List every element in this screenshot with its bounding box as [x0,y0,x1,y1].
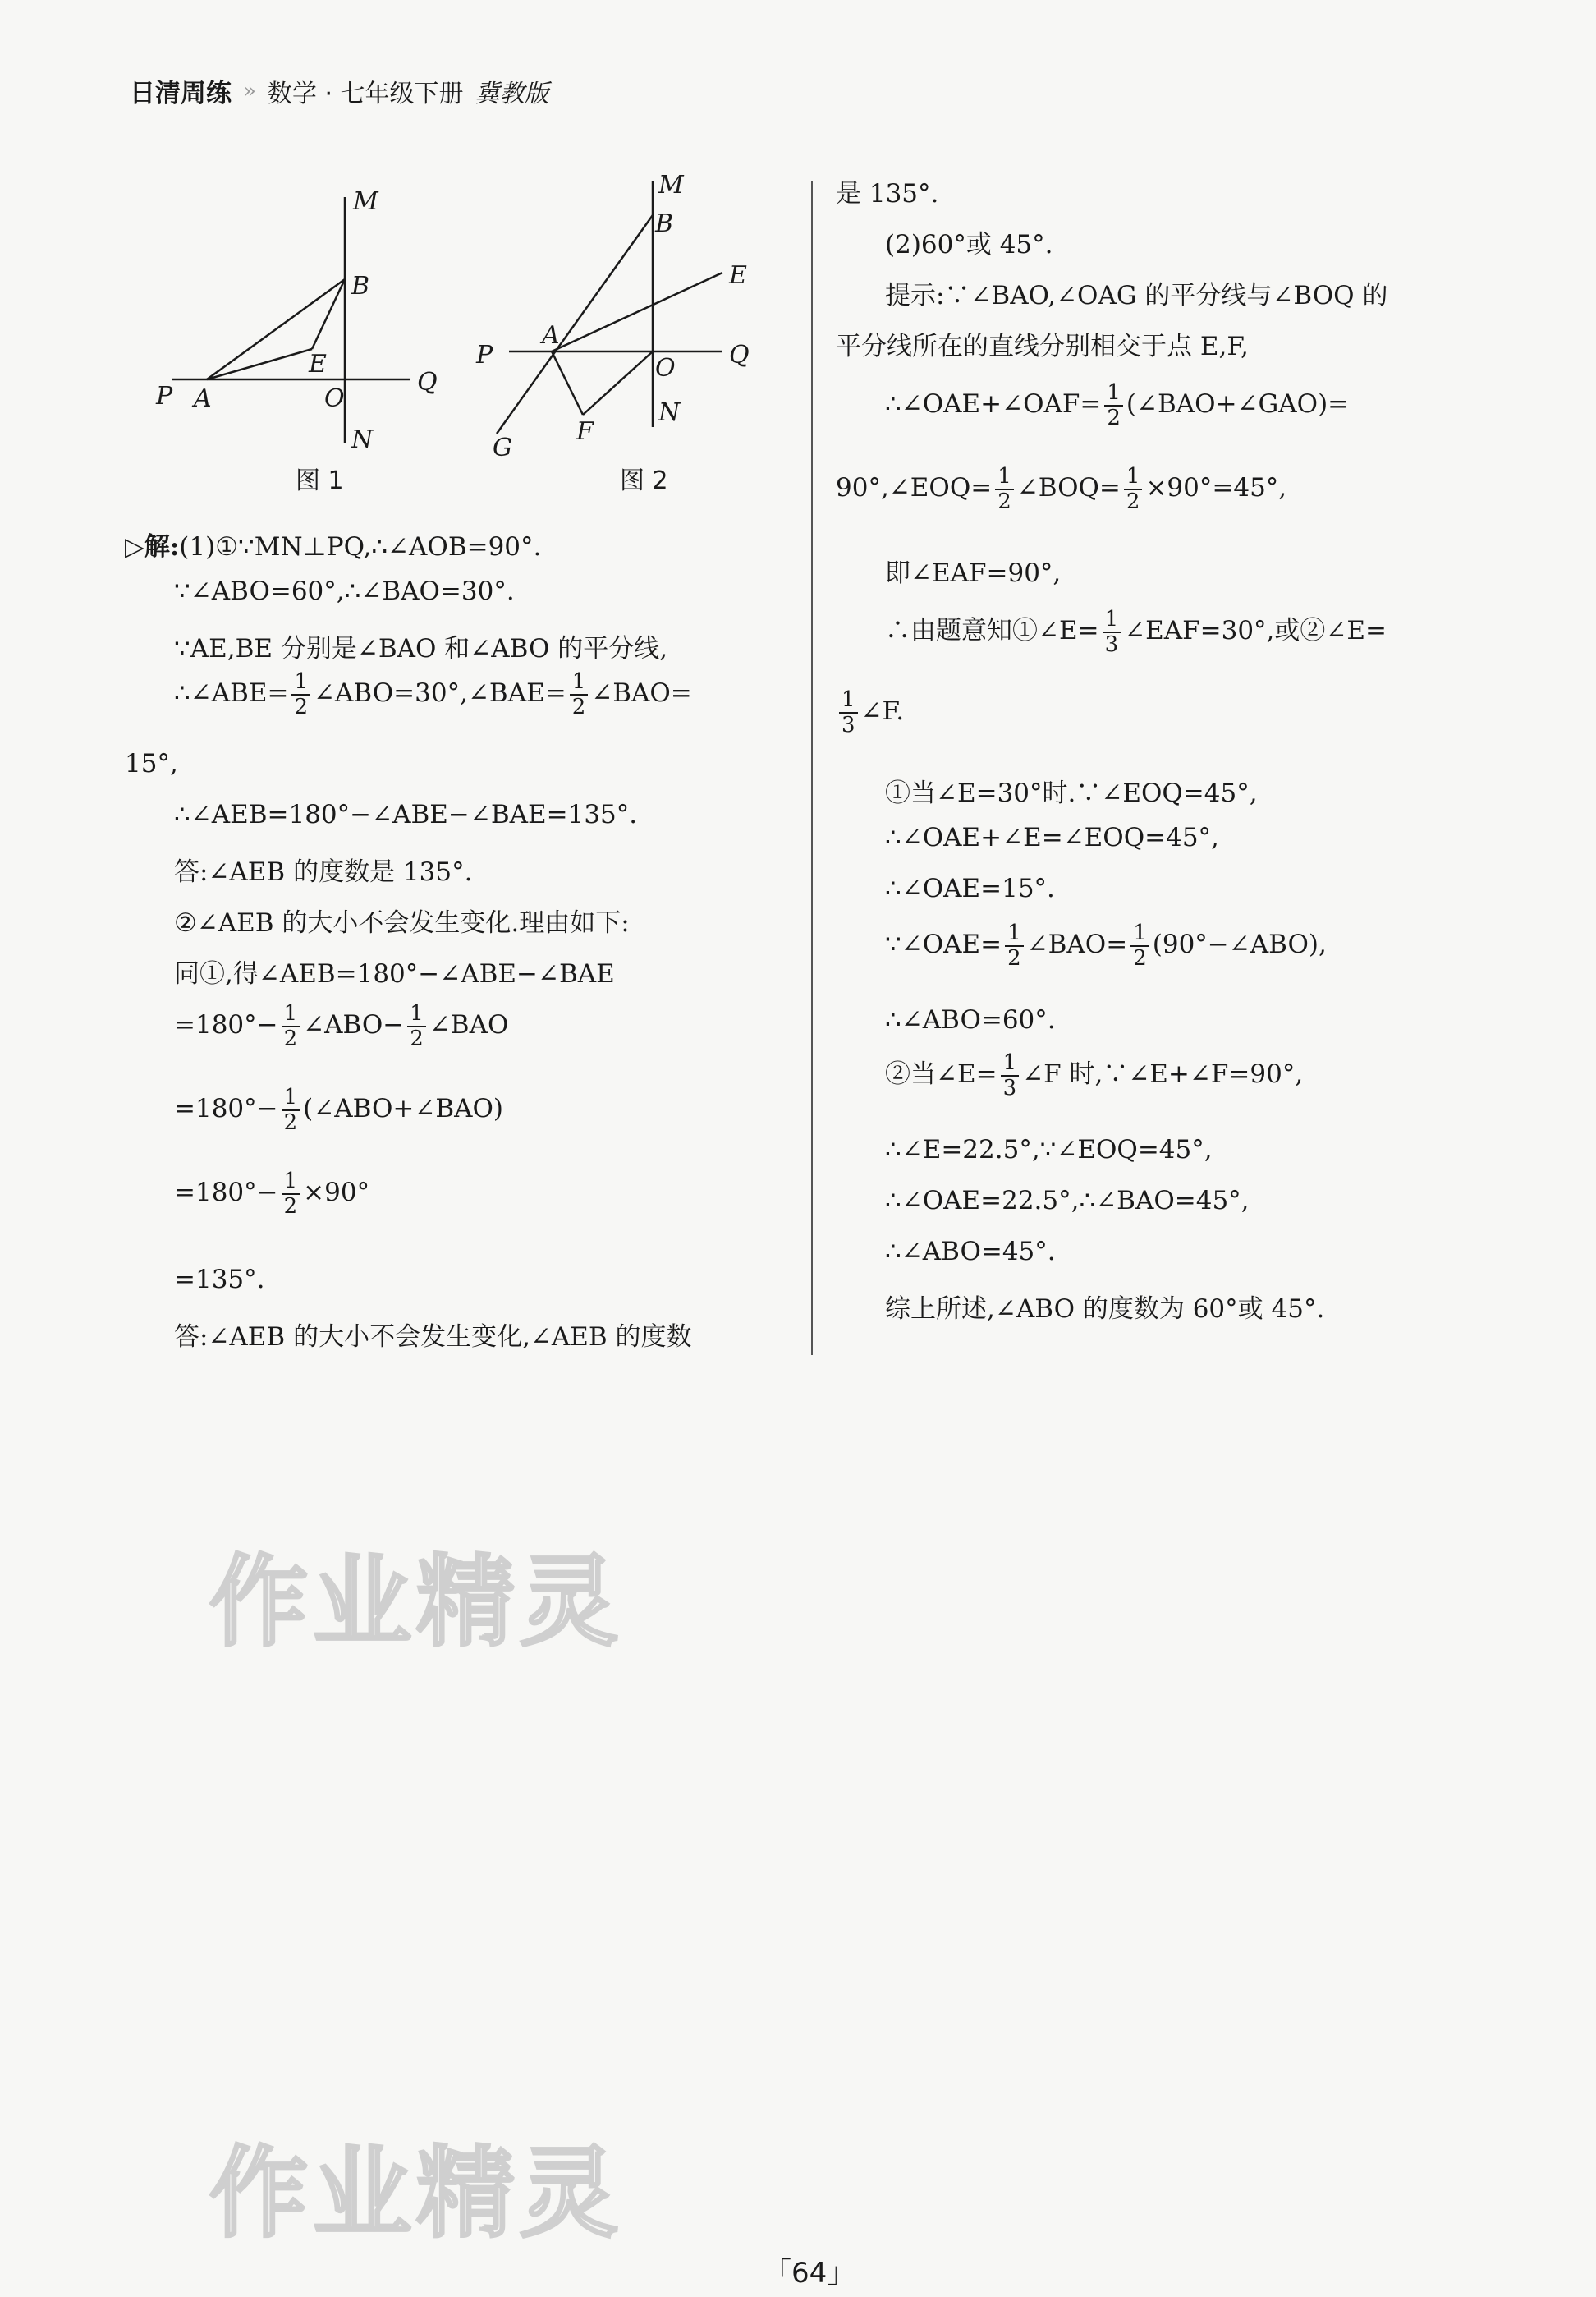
fig1-point-q: Q [417,368,438,397]
solution-line: ②∠AEB 的大小不会发生变化.理由如下: [174,908,630,938]
fraction [1103,608,1121,656]
fraction [282,1169,300,1218]
series-title: 日清周练 [130,79,232,108]
text-span: ∠F 时,∵∠E+∠F=90°, [1022,1059,1304,1090]
solution-line: 答:∠AEB 的度数是 135°. [174,857,473,887]
denominator: 2 [1133,945,1147,971]
text-span: =180°− [174,1178,278,1208]
subject-title: 数学 · 七年级下册 [267,79,464,108]
solution-line: ∴∠ABO=45°. [885,1237,1056,1266]
numerator: 1 [1130,921,1149,947]
text-span: (∠ABO+∠BAO) [303,1094,504,1124]
fig1-point-p: P [156,382,173,411]
watermark-top: 作业精灵 [209,1546,623,1660]
fraction [570,670,589,719]
solution-line: ∵AE,BE 分别是∠BAO 和∠ABO 的平分线, [174,634,668,664]
denominator: 2 [1126,489,1140,514]
text-span: =180°− [174,1094,278,1124]
text-span: ∴∠OAE+∠OAF= [885,389,1102,420]
solution-line: 平分线所在的直线分别相交于点 E,F, [836,332,1249,361]
numerator: 1 [1103,608,1121,633]
solution-line: ∵∠ABO=60°,∴∠BAO=30°. [174,577,515,606]
solution-line [836,688,904,737]
solution-line: 答:∠AEB 的大小不会发生变化,∠AEB 的度数 [174,1322,692,1352]
numerator: 1 [570,670,589,696]
numerator: 1 [1104,381,1123,407]
fraction [839,688,858,737]
triangle-icon: ▷ [125,532,144,562]
fig2-point-q: Q [729,341,750,370]
text-span: ∠BAO= [591,678,692,709]
numerator: 1 [282,1169,300,1195]
text-span: ∠EAF=30°,或②∠E= [1124,616,1387,646]
solution-line: =135°. [174,1265,265,1294]
solution-line: ∴∠E=22.5°,∵∠EOQ=45°, [885,1135,1213,1165]
solution-line: (2)60°或 45°. [885,230,1053,260]
fraction [995,465,1014,513]
fig1-segment-be [312,279,345,349]
text-span: ∵∠OAE= [885,930,1002,960]
fraction [407,1002,426,1050]
fig2-point-m: M [658,172,684,200]
numerator: 1 [995,465,1014,490]
fig1-point-b: B [351,272,370,301]
fig1-caption: 图 1 [296,466,344,495]
numerator: 1 [407,1002,426,1027]
solution-line [885,921,1327,970]
text-span: ∠BAO [429,1010,509,1041]
fraction [282,1002,300,1050]
fraction [282,1086,300,1134]
watermark-bottom: 作业精灵 [209,2137,623,2251]
fraction [1130,921,1149,970]
solution-line [885,381,1349,430]
chevron-icon: » [243,78,256,103]
figure-2 [497,181,722,434]
text-span: ②当∠E= [885,1059,998,1090]
solution-line: 提示:∵∠BAO,∠OAG 的平分线与∠BOQ 的 [885,281,1388,310]
fig2-segment-fo [583,351,653,415]
fig1-point-o: O [324,384,345,413]
denominator: 2 [294,694,309,719]
solution-line: 同①,得∠AEB=180°−∠ABE−∠BAE [174,959,615,989]
denominator: 2 [571,694,586,719]
solution-line: 是 135°. [836,179,939,209]
text-span: ∠ABO=30°,∠BAE= [314,678,566,709]
solution-line: 综上所述,∠ABO 的度数为 60°或 45°. [885,1294,1325,1324]
denominator: 3 [842,712,855,737]
denominator: 2 [1007,945,1021,971]
solution-line: ∴∠AEB=180°−∠ABE−∠BAE=135°. [174,800,638,829]
solution-line [174,1086,503,1134]
edition-label: 冀教版 [475,79,549,108]
text-span: (1)①∵MN⊥PQ,∴∠AOB=90°. [179,532,542,562]
solution-line: ∴∠OAE+∠E=∠EOQ=45°, [885,823,1219,852]
fig2-caption: 图 2 [620,466,668,495]
text-span: (∠BAO+∠GAO)= [1126,389,1350,420]
denominator: 2 [1107,405,1121,430]
fig2-point-o: O [655,354,676,383]
denominator: 3 [1002,1075,1017,1100]
fig1-point-e: E [309,350,327,379]
solution-line [885,608,1387,656]
text-span: ×90° [303,1178,370,1208]
fig1-point-n: N [351,425,374,454]
solution-line [836,465,1286,513]
numerator: 1 [1005,921,1024,947]
solution-line [174,1169,369,1218]
denominator: 3 [1104,632,1119,657]
fig2-point-f: F [576,417,594,446]
figures [148,172,772,517]
fraction [1005,921,1024,970]
fig2-line-gb [497,215,653,434]
fig2-point-e: E [729,261,747,290]
fraction [1001,1051,1020,1100]
text-span: ∠BAO= [1026,930,1128,960]
denominator: 2 [283,1026,298,1051]
text-span: ∴∠ABE= [174,678,289,709]
fraction [1104,381,1123,430]
fig2-point-b: B [655,209,674,238]
fig2-segment-af [552,351,583,415]
text-span: ∠F. [860,696,905,727]
fig2-point-a: A [542,321,560,350]
fig2-point-g: G [493,434,512,462]
numerator: 1 [282,1002,300,1027]
fig2-point-p: P [476,341,493,370]
fig1-point-m: M [353,187,378,216]
text-span: ∠BOQ= [1016,473,1121,503]
denominator: 2 [283,1193,298,1219]
solution-line [125,526,541,563]
fig2-point-n: N [658,398,681,427]
figures-svg [148,172,772,517]
solution-line [174,670,692,719]
numerator: 1 [282,1086,300,1111]
solution-line: 15°, [125,749,178,779]
denominator: 2 [998,489,1011,514]
text-span: (90°−∠ABO), [1152,930,1327,960]
denominator: 2 [283,1109,298,1135]
solution-line [885,1051,1303,1100]
text-span: =180°− [174,1010,278,1041]
solution-line [174,1002,508,1050]
text-span: ∠ABO− [303,1010,405,1041]
text-span: ∴由题意知①∠E= [885,616,1099,646]
solution-label: 解: [144,532,180,562]
solution-line: ∴∠OAE=15°. [885,874,1055,903]
fig1-segment-ae [207,349,312,379]
column-divider [811,181,813,1355]
denominator: 2 [410,1026,424,1051]
page-header [130,72,549,109]
solution-line: ∴∠ABO=60°. [885,1005,1056,1035]
solution-line: ∴∠OAE=22.5°,∴∠BAO=45°, [885,1186,1250,1215]
text-span: 90°,∠EOQ= [836,473,993,503]
numerator: 1 [291,670,310,696]
fig1-point-a: A [194,384,212,413]
numerator: 1 [1001,1051,1020,1077]
fraction [1124,465,1143,513]
numerator: 1 [839,688,858,714]
fig2-line-ae [552,273,722,351]
solution-line: ①当∠E=30°时.∵∠EOQ=45°, [885,779,1258,808]
page-number: 「64」 [764,2257,855,2290]
fraction [291,670,310,719]
numerator: 1 [1124,465,1143,490]
text-span: ×90°=45°, [1145,473,1287,503]
solution-line: 即∠EAF=90°, [885,558,1062,588]
